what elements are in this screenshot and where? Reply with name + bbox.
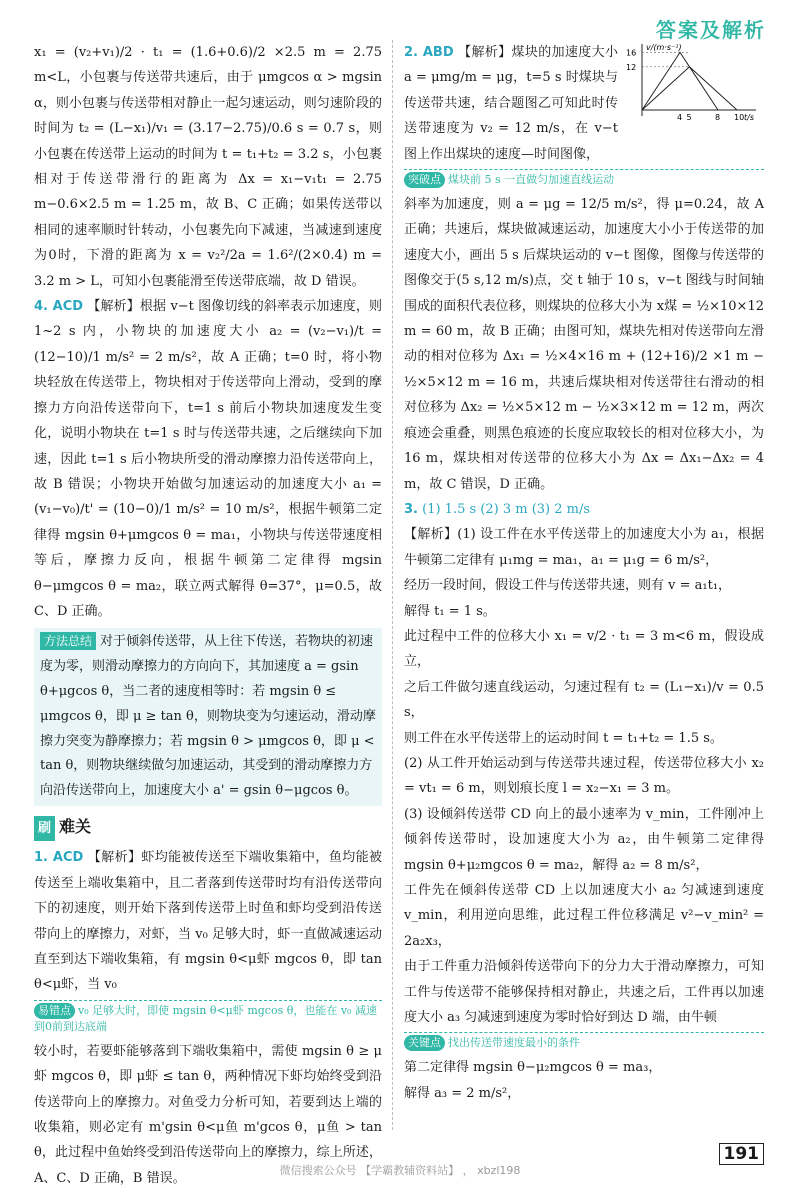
vt-mini-chart	[624, 40, 764, 122]
chart-series	[642, 52, 737, 110]
q3-line-7: (2) 从工件开始运动到与传送带共速过程，传送带位移大小 x₂ = vt₁ = 6 m，则划痕长度 l = x₂−x₁ = 3 m。	[404, 755, 764, 797]
chart-xtick-label: 8	[715, 113, 721, 122]
q3-line-1: 【解析】(1) 设工件在水平传送带上的加速度大小为 a₁，根据牛顿第二定律有 μ₁mg = ma₁，a₁ = μ₁g = 6 m/s²，	[404, 527, 764, 568]
question-1	[34, 845, 382, 997]
q2-text-b: 斜率为加速度，则 a = μg = 12/5 m/s²，得 μ=0.24，故 A 正确；共速后，煤块做减速运动，加速度大小小于传送带的加速度大小，画出 5 s 后煤块运动的 v−t 图像，图像与传送带的图像交于(5 s,12 m/s)点，交 t 轴于 10 s，v−t 图线与时间轴围成的面积代表位移，则煤块的位移大小为 x煤 = ½×10×12 m = 60 m，故 B 正确；由图可知，煤块先相对传送带向左滑动的相对位移为 Δx₁ = ½×4×16 m + (12+16)/2 ×1 m − ½×5×12 m = 16 m，共速后煤块相对传送带往右滑动的相对位移为 Δx₂ = ½×5×12 m − ½×3×12 m = 12 m，两次痕迹会重叠，则黑色痕迹的长度应取较长的相对位移大小，为 16 m，煤块相对传送带的位移大小为 Δx = Δx₁−Δx₂ = 4 m，故 C 错误，D 正确。	[404, 197, 764, 492]
chart-xlabel: t/s	[744, 113, 754, 122]
right-column	[404, 40, 764, 1106]
question-3-answer	[404, 497, 764, 522]
chart-xtick-label: 5	[686, 113, 692, 122]
chart-ylabel: v/(m·s⁻¹)	[646, 43, 682, 52]
q3-key-note	[404, 1032, 764, 1051]
footer-watermark: 微信搜索公众号 【学霸教辅资料站】 ， xbzl198	[279, 1164, 521, 1177]
q3-line-11: 第二定律得 mgsin θ−μ₂mgcos θ = ma₃，	[404, 1060, 662, 1076]
q1-number: 1. ACD	[34, 850, 84, 866]
column-divider	[392, 40, 394, 1130]
q1-note-text: v₀ 足够大时，即使 mgsin θ<μ虾 mgcos θ，也能在 v₀ 减速到0前到达底端	[34, 1003, 377, 1033]
q3-line-9: 工件先在倾斜传送带 CD 上以加速度大小 a₂ 匀减速到速度 v_min，利用逆向思维，此过程工件位移满足 v²−v_min² = 2a₂x₃，	[404, 883, 764, 949]
method-summary-label: 方法总结	[40, 632, 96, 650]
q3-line-4: 此过程中工件的位移大小 x₁ = v/2 · t₁ = 3 m<6 m，假设成立，	[404, 628, 764, 670]
chart-xtick-label: 10	[734, 113, 745, 122]
q3-line-5: 之后工件做匀速直线运动，匀速过程有 t₂ = (L₁−x₁)/v = 0.5 s，	[404, 679, 764, 721]
chart-xtick-label: 4	[677, 113, 683, 122]
q3-line-12: 解得 a₃ = 2 m/s²，	[404, 1085, 521, 1101]
q2-note-tag: 突破点	[404, 172, 445, 188]
q4-text: 【解析】根据 v−t 图像切线的斜率表示加速度，则 1~2 s 内，小物块的加速度大小 a₂ = (v₂−v₁)/t = (12−10)/1 m/s² = 2 m/s²，故 A 正确；t=0 时，将小物块轻放在传送带上，物块相对于传送带向上滑动，受到的摩擦力方向沿传送带向下，t=1 s 前后小物块加速度发生变化，说明小物块在 t=1 s 时与传送带共速，之后继续向下加速，因此 t=1 s 后小物块所受的滑动摩擦力沿传送带向上，故 B 错误；小物块开始做匀加速运动的加速度大小 a₁ = (v₁−v₀)/t' = (10−0)/1 m/s² = 10 m/s²，根据牛顿第二定律得 mgsin θ+μmgcos θ = ma₁，小物块与传送带速度相等后，摩擦力反向，根据牛顿第二定律得 mgsin θ−μmgcos θ = ma₂，联立两式解得 θ=37°，μ=0.5，故 C、D 正确。	[34, 299, 382, 619]
chart-ytick-label: 12	[626, 62, 637, 72]
page-number: 191	[719, 1143, 765, 1165]
section-tag: 刷	[34, 816, 55, 841]
method-summary-box	[34, 628, 382, 806]
chart-x-ticks	[677, 113, 744, 122]
question-4	[34, 294, 382, 624]
q1-error-note	[34, 1000, 382, 1035]
q1-note-tag: 易错点	[34, 1003, 75, 1019]
q2-number: 2. ABD	[404, 45, 454, 60]
q3-note-tag: 关键点	[404, 1035, 445, 1051]
chart-ytick-label: 16	[626, 48, 637, 58]
q3-line-2: 经历一段时间，假设工件与传送带共速，则有 v = a₁t₁，	[404, 578, 732, 594]
section-heading	[34, 814, 382, 841]
q2-breakthrough-note	[404, 169, 764, 188]
q3-line-3: 解得 t₁ = 1 s。	[404, 603, 496, 619]
page-header-title: 答案及解析	[656, 18, 766, 42]
q2-note-text: 煤块前 5 s 一直做匀加速直线运动	[448, 173, 615, 187]
q3-continuation-text: x₁ = (v₂+v₁)/2 · t₁ = (1.6+0.6)/2 ×2.5 m = 2.75 m<L，小包裹与传送带共速后，由于 μmgcos α > mgsin α，则小包裹与传送带相对静止一起匀速运动，则匀速阶段的时间为 t₂ = (L−x₁)/v₁ = (3.17−2.75)/0.6 s = 0.7 s，则小包裹在传送带上运动的时间为 t = t₁+t₂ = 3.2 s，小包裹相对于传送带滑行的距离为 Δx = x₁−v₁t₁ = 2.75 m−0.6×2.5 m = 1.25 m，故 B、C 正确；如果传送带以相同的速率顺时针转动，小包裹先向下减速，当减速到速度为0时，下滑的距离为 x = v₂²/2a = 1.6²/(2×0.4) m = 3.2 m > L，可知小包裹能滑至传送带底端，故 D 错误。	[34, 45, 382, 289]
q3-line-8: (3) 设倾斜传送带 CD 向上的最小速率为 v_min，工件刚冲上倾斜传送带时，设加速度大小为 a₂，由牛顿第二定律得 mgsin θ+μ₂mgcos θ = ma₂，解得 a₂ = 8 m/s²，	[404, 806, 764, 873]
chart-series-line-1	[642, 52, 718, 110]
q3-line-10: 由于工件重力沿倾斜传送带向下的分力大于滑动摩擦力，可知工件与传送带不能够保持相对静止，共速之后，工件再以加速度大小 a₃ 匀减速到速度为零时恰好到达 D 端，由牛顿	[404, 959, 764, 1026]
left-column	[34, 40, 382, 1191]
q4-number: 4. ACD	[34, 299, 84, 315]
q3-answers: (1) 1.5 s (2) 3 m (3) 2 m/s	[422, 501, 591, 517]
method-summary-text: 对于倾斜传送带，从上往下传送，若物块的初速度为零，则滑动摩擦力的方向向下，其加速度 a = gsin θ+μgcos θ，当二者的速度相等时：若 mgsin θ ≤ μmgcos θ，即 μ ≥ tan θ，则物块变为匀速运动，滑动摩擦力突变为静摩擦力；若 mgsin θ > μmgcos θ，即 μ < tan θ，则物块继续做匀加速运动，其受到的滑动摩擦力方向沿传送带向上，加速度大小 a' = gsin θ−μgcos θ。	[40, 634, 376, 799]
section-title: 难关	[59, 816, 92, 836]
q1-text-b: 较小时，若要虾能够落到下端收集箱中，需使 mgsin θ ≥ μ虾 mgcos θ，即 μ虾 ≤ tan θ，两种情况下虾均始终受到沿传送带向上的摩擦力。对鱼受力分析可知，若要到达上端的收集箱，则必定有 m'gsin θ<μ鱼 m'gcos θ，μ鱼 > tan θ，此过程中鱼始终受到沿传送带向上的摩擦力，综上所述，A、C、D 正确，B 错误。	[34, 1043, 382, 1186]
q3-note-text: 找出传送带速度最小的条件	[448, 1036, 580, 1050]
q3-number: 3.	[404, 501, 418, 517]
q2-text-a: 【解析】煤块的加速度大小 a = μmg/m = μg，t=5 s 时煤块与传送带共速，结合题图乙可知此时传送带速度为 v₂ = 12 m/s，在 v−t 图上作出煤块的速度—时间图像，	[404, 45, 618, 162]
q1-text-a: 【解析】虾均能被传送至下端收集箱中，鱼均能被传送至上端收集箱中，且二者落到传送带时均有沿传送带向下的初速度，则开始下落到传送带上时鱼和虾均受到沿传送带向上的摩擦力，对虾，当 v₀ 足够大时，虾一直做减速运动直至到达下端收集箱，有 mgsin θ<μ虾 mgcos θ，即 tan θ<μ虾，当 v₀	[34, 850, 382, 993]
q3-line-6: 则工件在水平传送带上的运动时间 t = t₁+t₂ = 1.5 s。	[404, 730, 723, 746]
